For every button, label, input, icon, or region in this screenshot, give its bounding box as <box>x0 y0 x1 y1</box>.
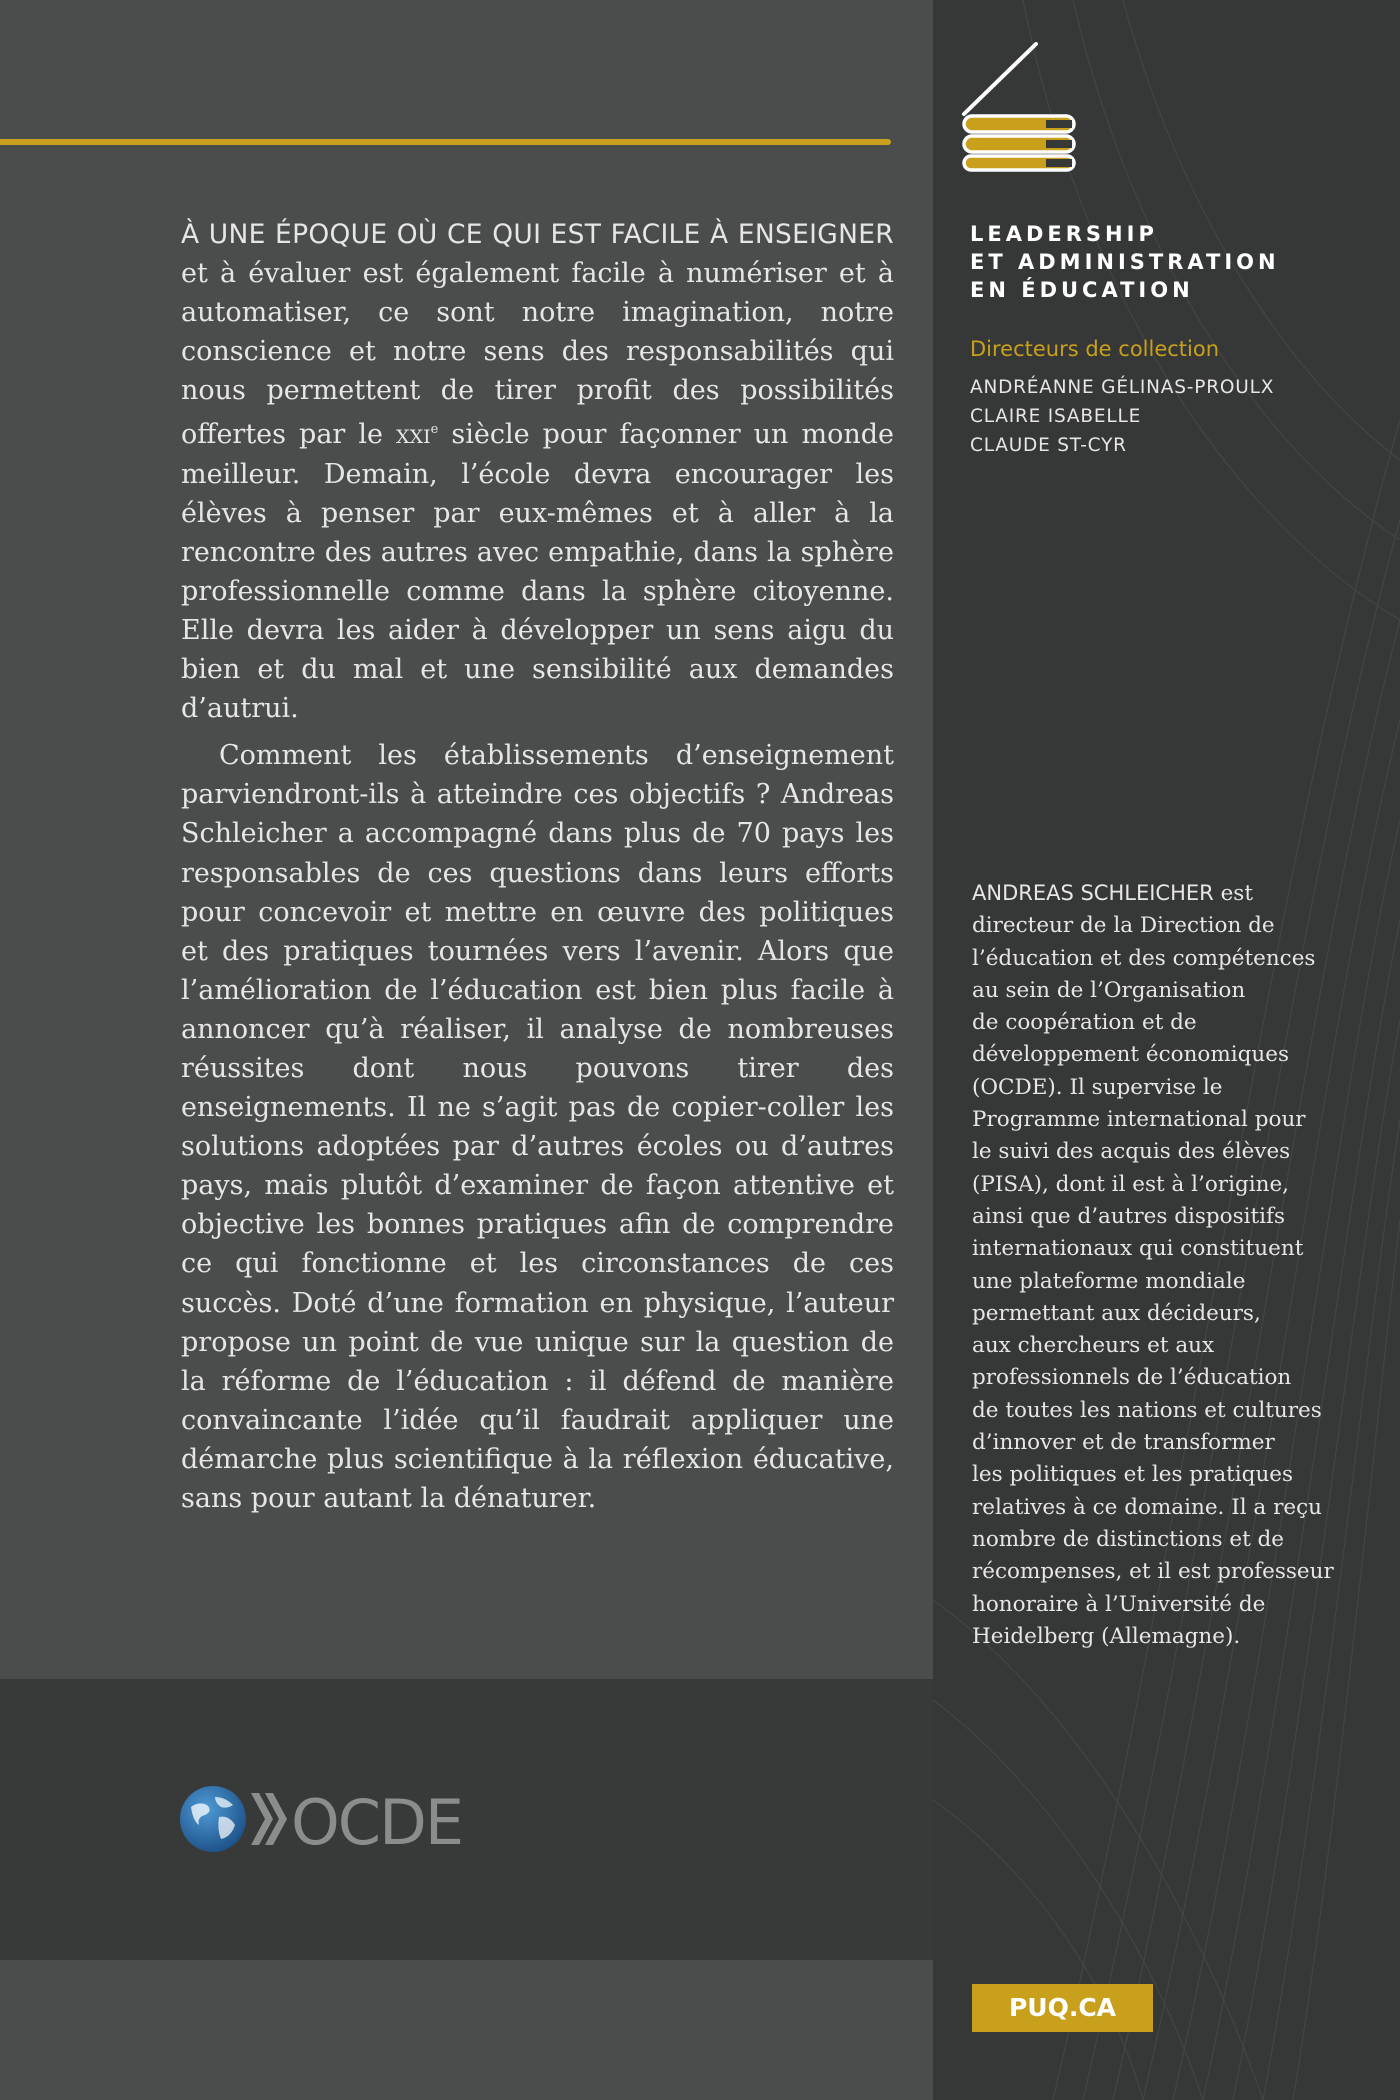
intro-text-1: et à évaluer est également facile à numériser et à automatiser, ce sont notre imagination, notre conscience et notre sens des responsabilités qui nous permettent de tirer profit des possibilités offertes par le <box>181 258 894 451</box>
author-name: ANDREAS SCHLEICHER <box>972 881 1214 905</box>
lead-caps: À UNE ÉPOQUE OÙ CE QUI EST FACILE À ENSEIGNER <box>181 219 894 250</box>
intro-text-2: siècle pour façonner un monde meilleur. Demain, l’école devra encourager les élèves à penser par eux-mêmes et à aller à la rencontre des autres avec empathie, dans la sphère professionnelle comme dans la sphère citoyenne. Elle devra les aider à développer un sens aigu du bien et du mal et une sensibilité aux demandes d’autrui. <box>181 419 894 725</box>
globe-chevrons-icon <box>180 1786 287 1852</box>
series-title <box>970 220 1280 304</box>
series-title-line: LEADERSHIP <box>970 222 1158 246</box>
director-name: CLAUDE ST-CYR <box>970 435 1127 456</box>
series-title-line: ET ADMINISTRATION <box>970 250 1280 274</box>
series-title-line: EN ÉDUCATION <box>970 278 1194 302</box>
second-paragraph: Comment les établissements d’enseignement parviendront-ils à atteindre ces objectifs ? Andreas Schleicher a accompagné dans plus de 70 pays les responsables de ces questions dans leurs efforts pour concevoir et mettre en œuvre des politiques et des pratiques tournées vers l’avenir. Alors que l’amélioration de l’éducation est bien plus facile à annoncer qu’à réaliser, il analyse de nombreuses réussites dont nous pouvons tirer des enseignements. Il ne s’agit pas de copier-coller les solutions adoptées par d’autres écoles ou d’autres pays, mais plutôt d’examiner de façon attentive et objective les bonnes pratiques afin de comprendre ce qui fonctionne et les circonstances de ces succès. Doté d’une formation en physique, l’auteur propose un point de vue unique sur la question de la réforme de l’éducation : il défend de manière convaincante l’idée qu’il faudrait appliquer une démarche plus scientifique à la réflexion éducative, sans pour autant la dénaturer. <box>181 740 894 1514</box>
author-bio <box>972 877 1342 1653</box>
ocde-logo <box>179 1783 469 1855</box>
directors-list <box>970 373 1274 460</box>
century-superscript: e <box>430 422 439 438</box>
books-stack-icon <box>960 42 1085 172</box>
author-bio-text: est directeur de la Direction de l’éducation et des compétences au sein de l’Organisation de coopération et de développement économiques (OCDE). Il supervise le Programme international pour le suivi des acquis des élèves (PISA), dont il est à l’origine, ainsi que d’autres dispositifs internationaux qui constituent une plateforme mondiale permettant aux décideurs, aux chercheurs et aux professionnels de l’éducation de toutes les nations et cultures d’innover et de transformer les politiques et les pratiques relatives à ce domaine. Il a reçu nombre de distinctions et de récompenses, et il est professeur honoraire à l’Université de Heidelberg (Allemagne). <box>972 881 1334 1649</box>
ocde-wordmark: OCDE <box>291 1786 463 1855</box>
century-numeral: xxi <box>396 419 431 451</box>
intro-paragraph <box>181 215 894 728</box>
gold-rule <box>0 139 891 145</box>
directors-label: Directeurs de collection <box>970 337 1220 361</box>
website-badge[interactable]: PUQ.CA <box>972 1984 1153 2032</box>
back-cover-text <box>181 215 894 1518</box>
director-name: CLAIRE ISABELLE <box>970 406 1142 427</box>
director-name: ANDRÉANNE GÉLINAS-PROULX <box>970 377 1275 398</box>
